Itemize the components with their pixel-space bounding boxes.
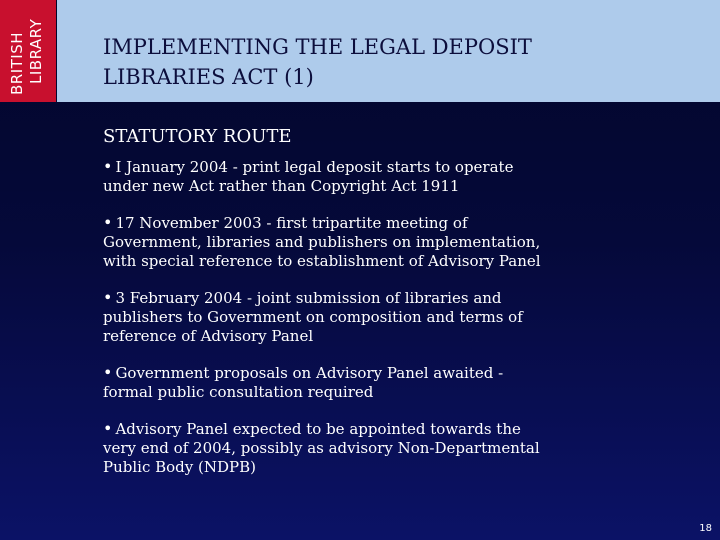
- logo-text-library: LIBRARY: [27, 18, 45, 84]
- slide-title-line-2: LIBRARIES ACT (1): [103, 65, 314, 89]
- logo-text-british: BRITISH: [8, 31, 26, 95]
- slide-title-line-1: IMPLEMENTING THE LEGAL DEPOSIT: [103, 35, 532, 59]
- bullet-text-line: Government, libraries and publishers on implementation,: [103, 233, 541, 251]
- slide-title: [103, 32, 532, 92]
- bullet-text-line: Government proposals on Advisory Panel awaited -: [115, 364, 504, 382]
- bullet-item: [103, 419, 703, 477]
- bullet-text-line: very end of 2004, possibly as advisory Non-Departmental: [103, 439, 540, 457]
- bullet-icon: •: [103, 419, 113, 438]
- page-number: 18: [699, 523, 712, 534]
- bullet-text-line: publishers to Government on composition and terms of: [103, 308, 523, 326]
- british-library-logo: [0, 0, 56, 102]
- bullet-item: [103, 363, 703, 402]
- bullet-icon: •: [103, 363, 113, 382]
- bullet-text-line: 17 November 2003 - first tripartite meeting of: [115, 214, 468, 232]
- bullet-item: [103, 157, 703, 196]
- bullet-item: [103, 288, 703, 346]
- bullet-icon: •: [103, 213, 113, 232]
- bullet-icon: •: [103, 288, 113, 307]
- slide-body: [103, 126, 703, 494]
- bullet-text-line: 3 February 2004 - joint submission of libraries and: [115, 289, 502, 307]
- section-heading: STATUTORY ROUTE: [103, 126, 292, 147]
- bullet-text-line: with special reference to establishment of Advisory Panel: [103, 252, 541, 270]
- bullet-icon: •: [103, 157, 113, 176]
- bullet-text-line: reference of Advisory Panel: [103, 327, 314, 345]
- bullet-text-line: I January 2004 - print legal deposit starts to operate: [115, 158, 514, 176]
- bullet-text-line: formal public consultation required: [103, 383, 374, 401]
- bullet-text-line: Public Body (NDPB): [103, 458, 256, 476]
- bullet-item: [103, 213, 703, 271]
- title-bar: [57, 0, 720, 102]
- bullet-text-line: Advisory Panel expected to be appointed towards the: [115, 420, 521, 438]
- bullet-text-line: under new Act rather than Copyright Act 1911: [103, 177, 460, 195]
